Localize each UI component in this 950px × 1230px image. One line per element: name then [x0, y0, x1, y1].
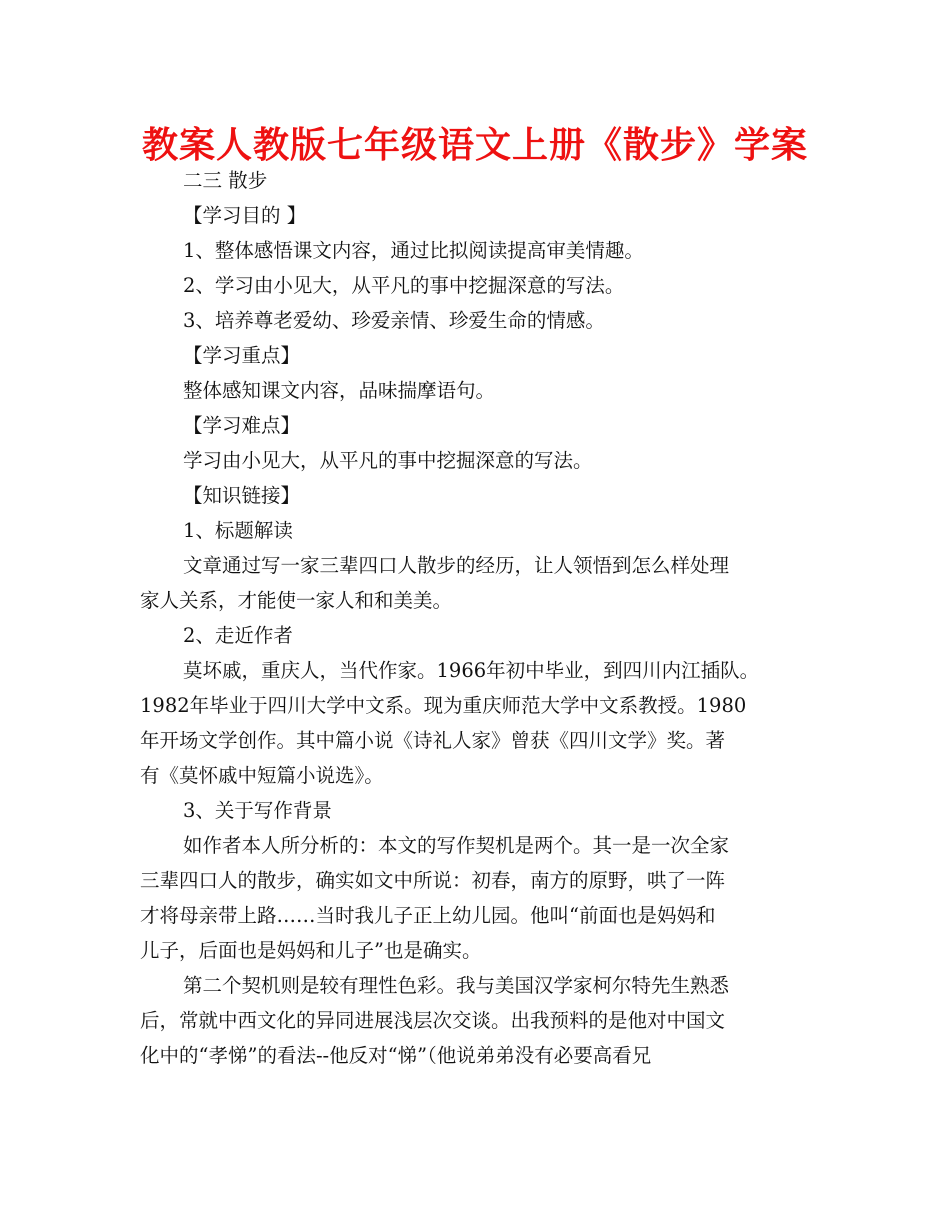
- text-line: 2、走近作者: [183, 624, 293, 647]
- text-line: 【知识链接】: [183, 484, 301, 507]
- text-line: 1、整体感悟课文内容，通过比拟阅读提高审美情趣。: [183, 239, 644, 262]
- text-line: 三辈四口人的散步，确实如文中所说：初春，南方的原野，哄了一阵: [140, 869, 726, 892]
- text-line: 学习由小见大，从平凡的事中挖掘深意的写法。: [183, 449, 593, 472]
- text-line: 3、关于写作背景: [183, 799, 332, 822]
- text-line: 【学习难点】: [183, 414, 301, 437]
- text-line: 如作者本人所分析的：本文的写作契机是两个。其一是一次全家: [183, 834, 730, 857]
- text-line: 二三 散步: [183, 169, 268, 192]
- text-line: 【学习重点】: [183, 344, 301, 367]
- document-body: [140, 163, 812, 1073]
- text-line: 儿子，后面也是妈妈和儿子”也是确实。: [140, 939, 482, 962]
- text-line: 家人关系，才能使一家人和和美美。: [140, 589, 453, 612]
- text-line: 第二个契机则是较有理性色彩。我与美国汉学家柯尔特先生熟悉: [183, 974, 730, 997]
- text-line: 化中的“孝悌”的看法--他反对“悌”（他说弟弟没有必要高看兄: [140, 1044, 652, 1067]
- text-line: 莫坏戚，重庆人，当代作家。1966年初中毕业，到四川内江插队。: [183, 659, 760, 682]
- text-line: 2、学习由小见大，从平凡的事中挖掘深意的写法。: [183, 274, 625, 297]
- text-line: 有《莫怀戚中短篇小说选》。: [140, 764, 384, 787]
- text-line: 才将母亲带上路……当时我儿子正上幼儿园。他叫“前面也是妈妈和: [140, 904, 716, 927]
- text-line: 整体感知课文内容，品味揣摩语句。: [183, 379, 496, 402]
- text-line: 年开场文学创作。其中篇小说《诗礼人家》曾获《四川文学》奖。著: [140, 729, 726, 752]
- text-line: 1、标题解读: [183, 519, 293, 542]
- document-title: 教案人教版七年级语文上册《散步》学案: [141, 125, 808, 166]
- text-line: 后，常就中西文化的异同进展浅层次交谈。出我预料的是他对中国文: [140, 1009, 726, 1032]
- text-line: 3、培养尊老爱幼、珍爱亲情、珍爱生命的情感。: [183, 309, 605, 332]
- text-line: 文章通过写一家三辈四口人散步的经历，让人领悟到怎么样处理: [183, 554, 730, 577]
- text-line: 【学习目的 】: [183, 204, 307, 227]
- text-line: 1982年毕业于四川大学中文系。现为重庆师范大学中文系教授。1980: [140, 694, 747, 717]
